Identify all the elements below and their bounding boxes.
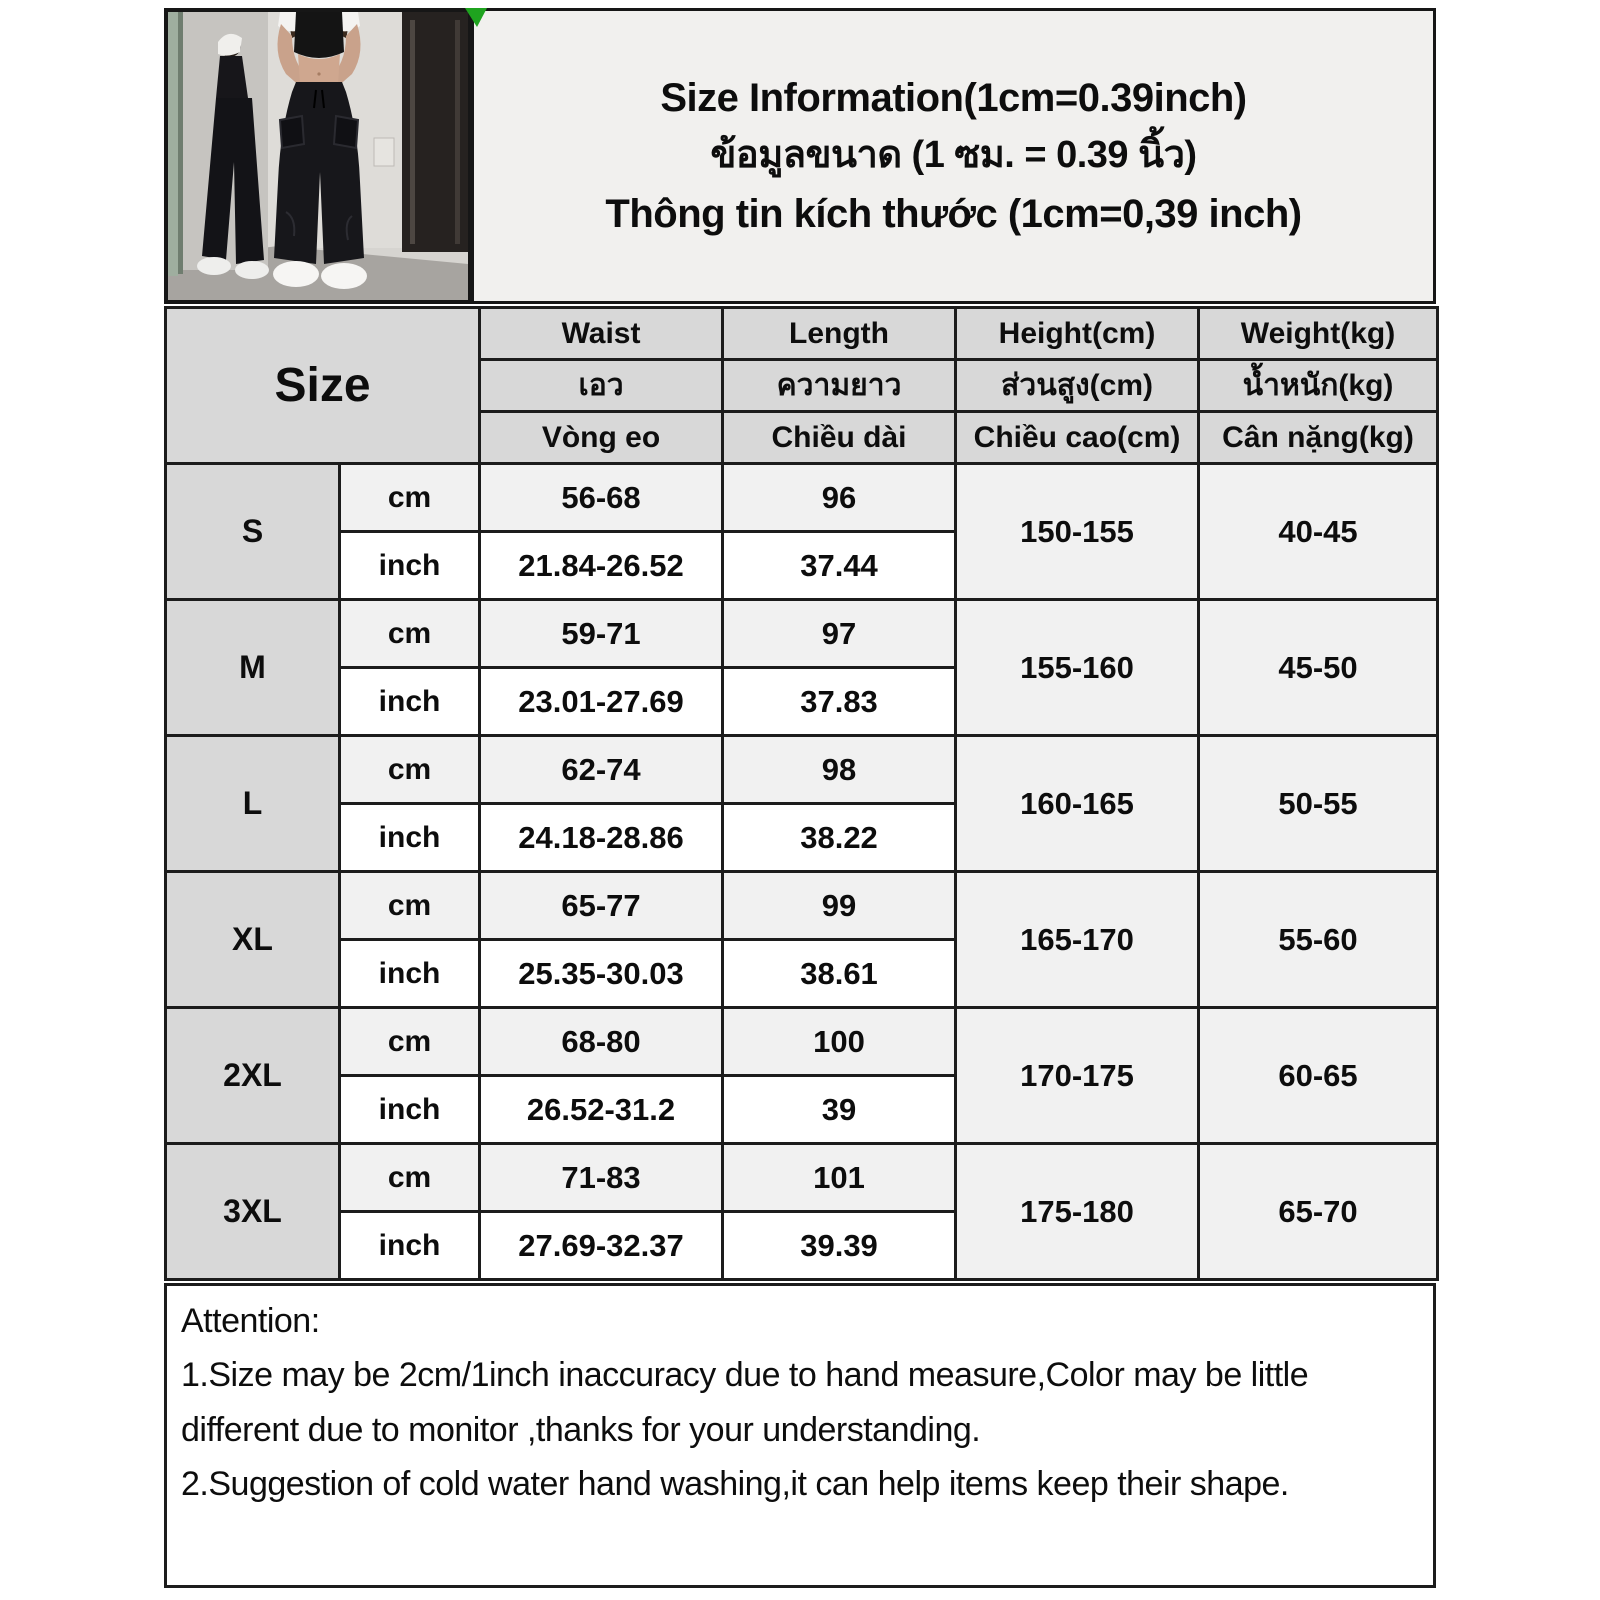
unit-cell: cm [340,736,480,804]
product-photo-illustration [168,12,468,300]
table-row-l-cm [166,736,1438,804]
title-english: Size Information(1cm=0.39inch) [660,76,1247,121]
waist-cm-value: 62-74 [480,736,723,804]
attention-box [164,1283,1436,1588]
size-cell: M [166,600,340,736]
unit-cell: cm [340,600,480,668]
length-inch-value: 37.44 [723,532,956,600]
height-value: 150-155 [956,464,1199,600]
waist-cm-value: 59-71 [480,600,723,668]
length-cm-value: 101 [723,1144,956,1212]
table-row-s-cm [166,464,1438,532]
header-row-english [166,308,1438,360]
col-height-th: ส่วนสูง(cm) [956,360,1199,412]
unit-cell: cm [340,872,480,940]
col-waist-vi: Vòng eo [480,412,723,464]
waist-cm-value: 56-68 [480,464,723,532]
waist-inch-value: 27.69-32.37 [480,1212,723,1280]
col-weight-th: น้ำหนัก(kg) [1199,360,1438,412]
unit-cell: inch [340,1212,480,1280]
waist-inch-value: 24.18-28.86 [480,804,723,872]
title-vietnamese: Thông tin kích thước (1cm=0,39 inch) [605,191,1302,236]
size-chart-sheet [164,8,1436,1588]
unit-cell: inch [340,532,480,600]
unit-cell: inch [340,804,480,872]
size-cell: S [166,464,340,600]
waist-cm-value: 71-83 [480,1144,723,1212]
col-weight-vi: Cân nặng(kg) [1199,412,1438,464]
unit-cell: cm [340,464,480,532]
size-header: Size [166,308,480,464]
col-length-th: ความยาว [723,360,956,412]
attention-note-1: 1.Size may be 2cm/1inch inaccuracy due to hand measure,Color may be little different due to monitor ,thanks for your understanding. [181,1356,1309,1449]
col-length-en: Length [723,308,956,360]
length-inch-value: 38.22 [723,804,956,872]
green-corner-marker-icon [465,8,487,27]
waist-cm-value: 65-77 [480,872,723,940]
waist-inch-value: 23.01-27.69 [480,668,723,736]
weight-value: 50-55 [1199,736,1438,872]
unit-cell: inch [340,668,480,736]
table-row-2xl-cm [166,1008,1438,1076]
col-waist-th: เอว [480,360,723,412]
size-table [164,306,1439,1281]
weight-value: 55-60 [1199,872,1438,1008]
weight-value: 45-50 [1199,600,1438,736]
attention-heading: Attention: [181,1302,320,1340]
header-section [164,8,1436,304]
col-weight-en: Weight(kg) [1199,308,1438,360]
height-value: 165-170 [956,872,1199,1008]
waist-inch-value: 26.52-31.2 [480,1076,723,1144]
unit-cell: cm [340,1008,480,1076]
weight-value: 60-65 [1199,1008,1438,1144]
weight-value: 40-45 [1199,464,1438,600]
weight-value: 65-70 [1199,1144,1438,1280]
table-row-3xl-cm [166,1144,1438,1212]
waist-inch-value: 25.35-30.03 [480,940,723,1008]
size-cell: 2XL [166,1008,340,1144]
size-cell: L [166,736,340,872]
table-row-xl-cm [166,872,1438,940]
height-value: 155-160 [956,600,1199,736]
title-panel [472,8,1436,304]
attention-note-2: 2.Suggestion of cold water hand washing,it can help items keep their shape. [181,1465,1289,1504]
title-thai: ข้อมูลขนาด (1 ซม. = 0.39 นิ้ว) [710,134,1197,177]
waist-inch-value: 21.84-26.52 [480,532,723,600]
table-row-m-cm [166,600,1438,668]
col-height-en: Height(cm) [956,308,1199,360]
size-cell: 3XL [166,1144,340,1280]
length-inch-value: 37.83 [723,668,956,736]
height-value: 175-180 [956,1144,1199,1280]
col-waist-en: Waist [480,308,723,360]
product-photo [164,8,472,304]
length-cm-value: 98 [723,736,956,804]
length-cm-value: 100 [723,1008,956,1076]
unit-cell: cm [340,1144,480,1212]
size-cell: XL [166,872,340,1008]
waist-cm-value: 68-80 [480,1008,723,1076]
length-inch-value: 39 [723,1076,956,1144]
length-cm-value: 97 [723,600,956,668]
length-inch-value: 38.61 [723,940,956,1008]
length-inch-value: 39.39 [723,1212,956,1280]
col-height-vi: Chiều cao(cm) [956,412,1199,464]
unit-cell: inch [340,940,480,1008]
unit-cell: inch [340,1076,480,1144]
height-value: 170-175 [956,1008,1199,1144]
length-cm-value: 99 [723,872,956,940]
length-cm-value: 96 [723,464,956,532]
col-length-vi: Chiều dài [723,412,956,464]
height-value: 160-165 [956,736,1199,872]
